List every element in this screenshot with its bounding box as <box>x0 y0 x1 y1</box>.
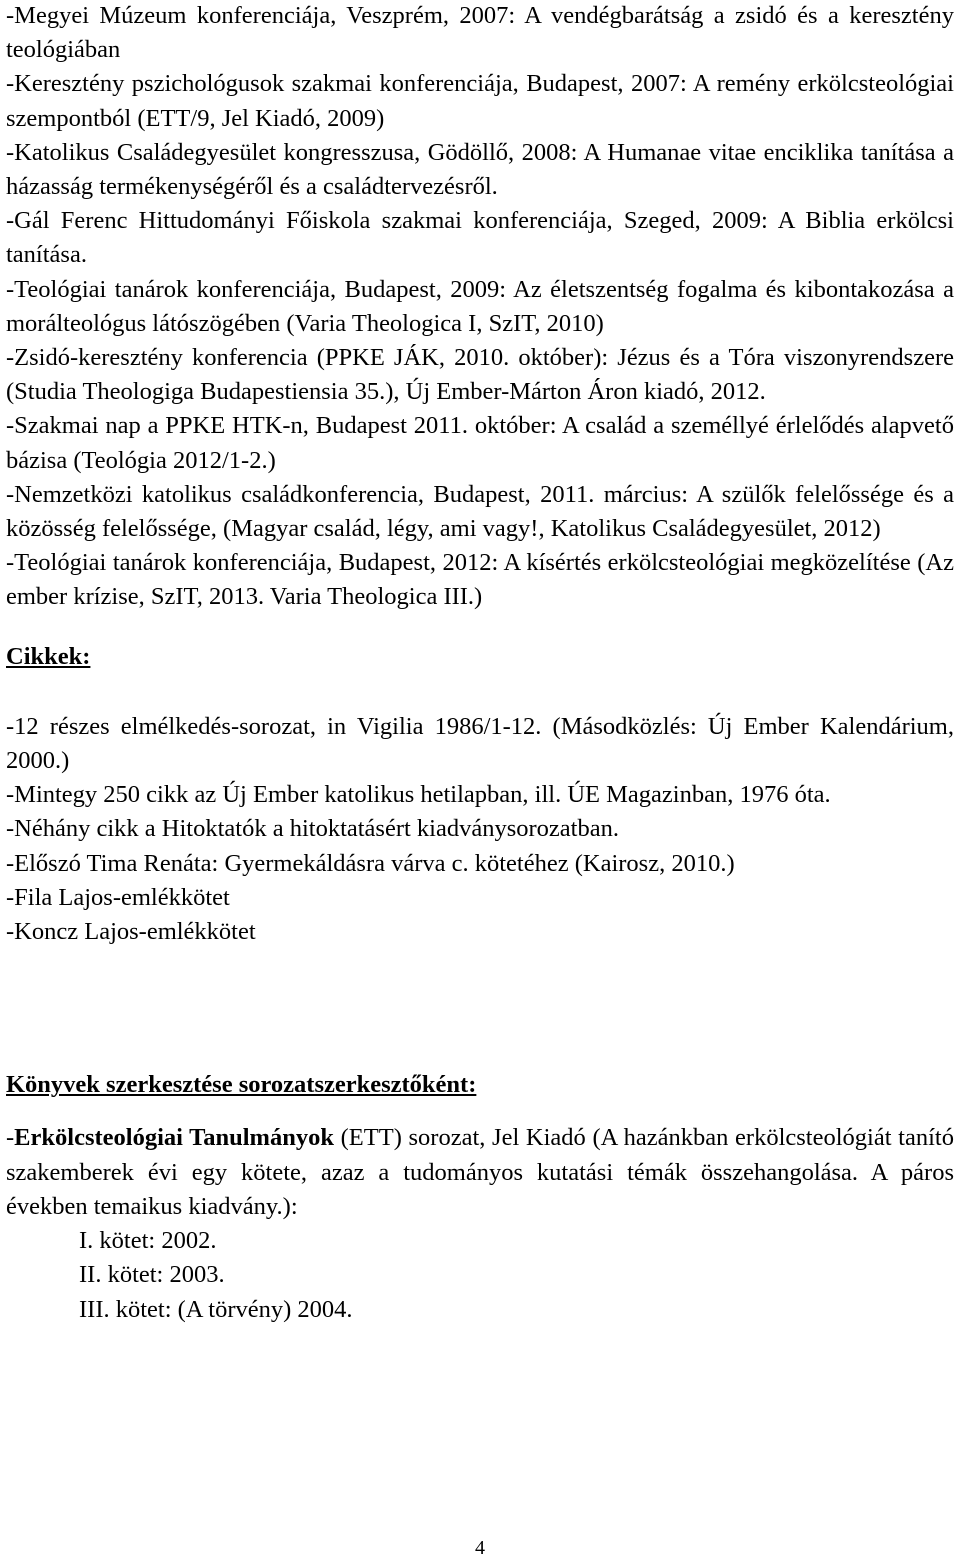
series-dash: - <box>6 1124 15 1152</box>
conference-item: -Teológiai tanárok konferenciája, Budapest, 2009: Az életszentség fogalma és kibontakozása a morálteológus látószögében (Varia Theologica I, SzIT, 2010) <box>6 275 954 337</box>
conference-item: -Gál Ferenc Hittudományi Főiskola szakmai konferenciája, Szeged, 2009: A Biblia erkölcsi tanítása. <box>6 207 954 269</box>
article-item: -Fila Lajos-emlékkötet <box>6 883 230 911</box>
series-title: Erkölcsteológiai Tanulmányok <box>14 1124 334 1152</box>
volume-item: II. kötet: 2003. <box>79 1261 225 1289</box>
article-item: -Koncz Lajos-emlékkötet <box>6 918 256 946</box>
conference-item: -Szakmai nap a PPKE HTK-n, Budapest 2011. október: A család a személlyé érlelődés alapvető bázisa (Teológia 2012/1-2.) <box>6 412 954 474</box>
article-item: -Néhány cikk a Hitoktatók a hitoktatásért kiadványsorozatban. <box>6 815 619 843</box>
article-item: -Előszó Tima Renáta: Gyermekáldásra várva c. kötetéhez (Kairosz, 2010.) <box>6 849 735 877</box>
articles-heading: Cikkek: <box>6 642 91 670</box>
conference-item: -Zsidó-keresztény konferencia (PPKE JÁK, 2010. október): Jézus és a Tóra viszonyrendszere (Studia Theologiga Budapestiensia 35.), Új Ember-Márton Áron kiadó, 2012. <box>6 344 954 406</box>
conference-item: -Nemzetközi katolikus családkonferencia, Budapest, 2011. március: A szülők felelőssége és a közösség felelőssége, (Magyar család, légy, ami vagy!, Katolikus Családegyesület, 2012) <box>6 480 954 543</box>
conference-list <box>6 0 954 615</box>
article-item: -Mintegy 250 cikk az Új Ember katolikus hetilapban, ill. ÚE Magazinban, 1976 óta. <box>6 781 831 809</box>
document-page <box>6 0 954 1327</box>
article-item: -12 részes elmélkedés-sorozat, in Vigilia 1986/1-12. (Másodközlés: Új Ember Kalendárium, 2000.) <box>6 712 954 775</box>
volume-list <box>6 1224 954 1327</box>
volume-item: I. kötet: 2002. <box>79 1227 217 1255</box>
conference-item: -Megyei Múzeum konferenciája, Veszprém, 2007: A vendégbarátság a zsidó és a keresztény teológiában <box>6 2 954 64</box>
volume-item: III. kötet: (A törvény) 2004. <box>79 1295 353 1323</box>
conference-item: -Keresztény pszichológusok szakmai konferenciája, Budapest, 2007: A remény erkölcsteológiai szempontból (ETT/9, Jel Kiadó, 2009) <box>6 70 954 132</box>
page-number: 4 <box>475 1537 485 1559</box>
article-list <box>6 710 954 949</box>
series-description <box>6 1121 954 1224</box>
conference-item: -Teológiai tanárok konferenciája, Budapest, 2012: A kísértés erkölcsteológiai megközelítése (Az ember krízise, SzIT, 2013. Varia Theologica III.) <box>6 549 954 611</box>
series-details: (ETT) sorozat, Jel Kiadó (A hazánkban erkölcsteológiát tanító szakemberek évi egy kötete, azaz a tudományos kutatási témák összehangolása. A páros években temaikus kiadvány.): <box>6 1124 954 1220</box>
conference-item: -Katolikus Családegyesület kongresszusa, Gödöllő, 2008: A Humanae vitae enciklika tanítása a házasság termékenységéről és a családtervezésről. <box>6 138 954 201</box>
books-heading: Könyvek szerkesztése sorozatszerkesztőként: <box>6 1071 477 1099</box>
